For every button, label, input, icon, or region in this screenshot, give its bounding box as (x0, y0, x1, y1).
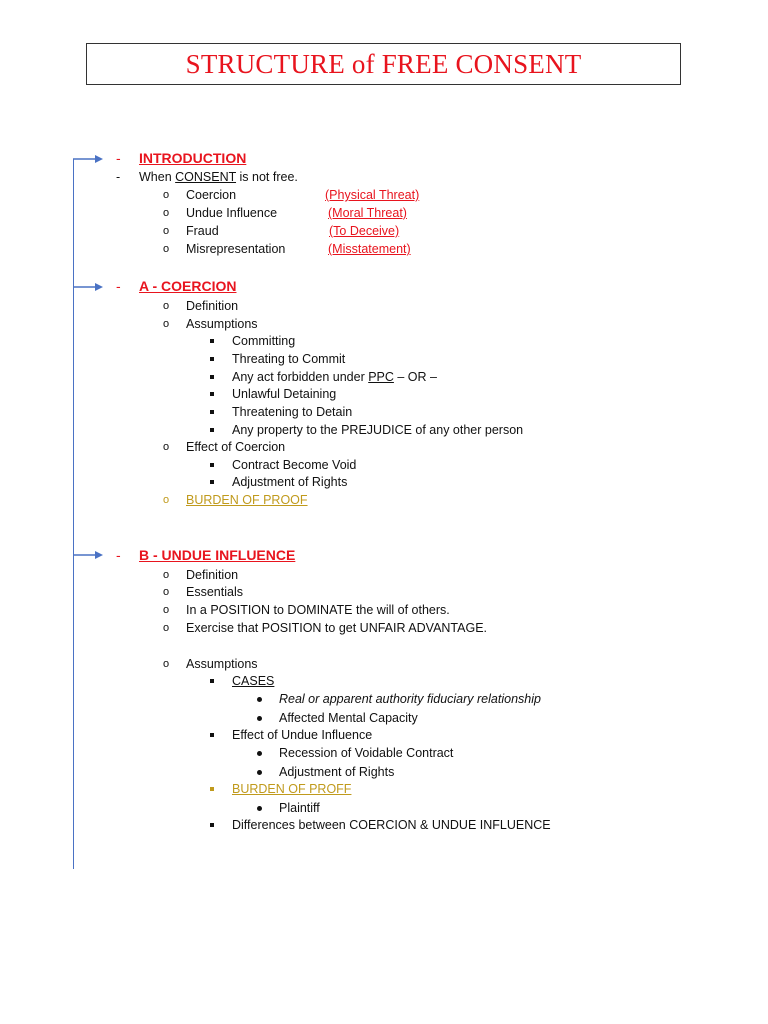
coercion-assumption-item: Unlawful Detaining (232, 387, 337, 401)
circle-bullet-icon: o (163, 658, 170, 670)
square-bullet-icon (210, 733, 214, 737)
dash-marker: - (116, 150, 121, 166)
section-heading-undue-influence: B - UNDUE INFLUENCE (139, 547, 296, 563)
circle-bullet-icon: o (163, 622, 170, 634)
title-box (86, 43, 681, 85)
intro-item-label: Misrepresentation (186, 242, 286, 256)
round-bullet-icon (257, 697, 262, 702)
undue-assumptions: Assumptions (186, 657, 258, 671)
coercion-definition: Definition (186, 299, 239, 313)
coercion-assumption-item: Threatening to Detain (232, 405, 353, 419)
circle-bullet-icon: o (163, 189, 170, 201)
square-bullet-icon (210, 357, 214, 361)
square-bullet-icon (210, 823, 214, 827)
undue-position-advantage: Exercise that POSITION to get UNFAIR ADVANTAGE. (186, 621, 488, 635)
outline-connector-line (73, 159, 74, 869)
square-bullet-icon (210, 339, 214, 343)
coercion-effect-item: Adjustment of Rights (232, 475, 348, 489)
coercion-assumption-item: Committing (232, 334, 296, 348)
intro-when-pre: When (139, 170, 176, 184)
circle-bullet-icon: o (163, 300, 170, 312)
intro-item-note: (To Deceive) (329, 224, 400, 238)
undue-effect-item: Adjustment of Rights (279, 765, 395, 779)
undue-essentials: Essentials (186, 585, 243, 599)
round-bullet-icon (257, 770, 262, 775)
coercion-ppc-keyword: PPC (368, 370, 394, 384)
arrow-right-icon (73, 282, 103, 292)
undue-effect: Effect of Undue Influence (232, 728, 373, 742)
circle-bullet-icon: o (163, 225, 170, 237)
coercion-ppc-pre: Any act forbidden under (232, 370, 369, 384)
undue-effect-item: Recession of Voidable Contract (279, 746, 454, 760)
undue-cases: CASES (232, 674, 275, 688)
circle-bullet-icon: o (163, 318, 170, 330)
coercion-burden-of-proof: BURDEN OF PROOF (186, 493, 308, 507)
circle-bullet-icon: o (163, 569, 170, 581)
intro-item-label: Undue Influence (186, 206, 278, 220)
dash-marker: - (116, 278, 121, 294)
circle-bullet-icon: o (163, 586, 170, 598)
arrow-right-icon (73, 550, 103, 560)
coercion-ppc-line (232, 369, 437, 385)
undue-definition: Definition (186, 568, 239, 582)
round-bullet-icon (257, 716, 262, 721)
coercion-assumption-item: Any property to the PREJUDICE of any other person (232, 423, 524, 437)
intro-item-note: (Physical Threat) (325, 188, 420, 202)
undue-position-dominate: In a POSITION to DOMINATE the will of others. (186, 603, 450, 617)
undue-case-item: Affected Mental Capacity (279, 711, 418, 725)
intro-item-label: Fraud (186, 224, 219, 238)
square-bullet-icon (210, 428, 214, 432)
circle-bullet-icon: o (163, 207, 170, 219)
square-bullet-icon (210, 463, 214, 467)
circle-bullet-icon: o (163, 441, 170, 453)
intro-when-line (139, 169, 298, 185)
coercion-ppc-post: – OR – (393, 370, 437, 384)
square-bullet-icon (210, 392, 214, 396)
intro-item-note: (Moral Threat) (328, 206, 407, 220)
square-bullet-icon (210, 787, 214, 791)
coercion-effect: Effect of Coercion (186, 440, 286, 454)
coercion-assumptions: Assumptions (186, 317, 258, 331)
square-bullet-icon (210, 480, 214, 484)
intro-item-note: (Misstatement) (328, 242, 411, 256)
undue-burden-of-proof: BURDEN OF PROFF (232, 782, 352, 796)
square-bullet-icon (210, 679, 214, 683)
undue-burden-item: Plaintiff (279, 801, 320, 815)
circle-bullet-icon: o (163, 604, 170, 616)
section-heading-introduction: INTRODUCTION (139, 150, 247, 166)
circle-bullet-icon: o (163, 494, 170, 506)
undue-differences: Differences between COERCION & UNDUE INFLUENCE (232, 818, 551, 832)
intro-when-post: is not free. (236, 170, 298, 184)
coercion-effect-item: Contract Become Void (232, 458, 357, 472)
intro-when-keyword: CONSENT (175, 170, 237, 184)
square-bullet-icon (210, 410, 214, 414)
circle-bullet-icon: o (163, 243, 170, 255)
coercion-assumption-item: Threating to Commit (232, 352, 346, 366)
round-bullet-icon (257, 806, 262, 811)
section-heading-coercion: A - COERCION (139, 278, 237, 294)
round-bullet-icon (257, 751, 262, 756)
intro-item-label: Coercion (186, 188, 237, 202)
dash-marker: - (116, 170, 121, 184)
dash-marker: - (116, 547, 121, 563)
square-bullet-icon (210, 375, 214, 379)
undue-case-item: Real or apparent authority fiduciary relationship (279, 692, 541, 706)
page-title: STRUCTURE of FREE CONSENT (185, 48, 582, 79)
arrow-right-icon (73, 154, 103, 164)
